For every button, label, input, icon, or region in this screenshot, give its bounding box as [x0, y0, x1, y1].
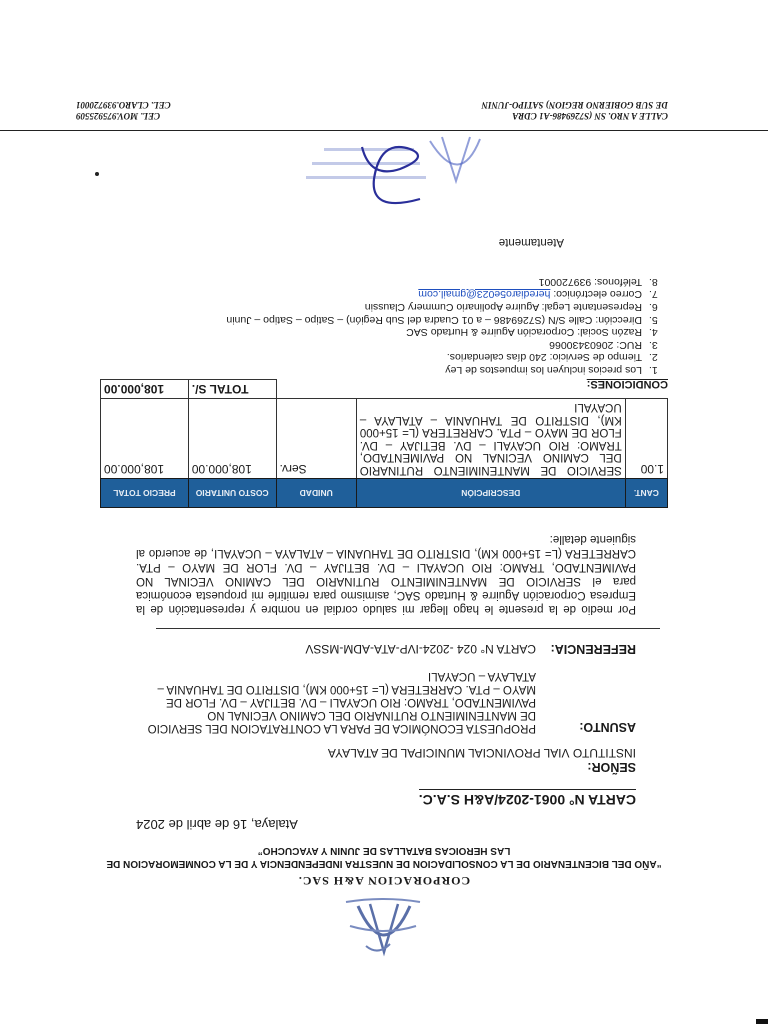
- referencia-label: REFERENCIA:: [550, 642, 636, 656]
- letter-number: CARTA N° 0061-2024/A&H S.A.C.: [419, 789, 636, 808]
- list-item: [146, 288, 646, 301]
- cell-descripcion: SERVICIO DE MANTENIMIENTO RUTINARIO DEL CAMINO VECINAL NO PAVIMENTADO, TRAMO: RIO UCAYALI – DV. BETIJAY – DV. FLOR DE MAYO – PTA. CARRETERA (L= 15+000 KM), DISTRITO DE TAHUANIA – ATALAYA – UCAYALI: [356, 399, 625, 479]
- table-row: [101, 399, 668, 479]
- year-motto: “AÑO DEL BICENTENARIO DE LA CONSOLIDACION DE NUESTRA INDEPENDENCIA Y DE LA CONMEMORACION DE LAS HEROICAS BATALLAS DE JUNIN Y AYACUCHO”: [106, 845, 662, 869]
- conditions-label: CONDICIONES:: [586, 378, 668, 390]
- footer-address-line2: DE SUB GOBIERNO REGION) SATIPO-JUNIN: [481, 100, 668, 110]
- footer-address: [448, 99, 668, 121]
- separator-line: [156, 628, 660, 629]
- email-label: Correo electrónico:: [550, 288, 642, 301]
- list-item: 5. Dirección: Calle S/N (S7269486 – a 01 Cuadra del Sub Región) – Satipo – Satipo – Junin: [146, 313, 646, 326]
- table-header-row: [101, 479, 668, 508]
- referencia-text: CARTA N° 024 -2024-IVP-ATA-ADM-MSSV: [305, 642, 536, 656]
- recipient: INSTITUTO VIAL PROVINCIAL MUNICIPAL DE ATALAYA: [327, 746, 636, 760]
- list-item: 4. Razón Social: Corporación Aguirre & Hurtado SAC: [146, 326, 646, 339]
- footer-phone-claro: CEL. CLARO.939720001: [76, 100, 171, 110]
- footer-phones: [76, 99, 296, 121]
- list-item: 1. Los precios incluyen los impuestos de Ley: [146, 363, 646, 376]
- asunto-text: PROPUESTA ECONÓMICA DE PARA LA CONTRATACION DEL SERVICIO DE MANTENIMIENTO RUTINARIO DEL CAMINO VECINAL NO PAVIMENTADO, TRAMO: RIO UCAYALI – DV. BETIJAY – DV. FLOR DE MAYO – PTA. CARRETERA (L= 15+000 KM), DISTRITO DE TAHUANIA – ATALAYA – UCAYALI: [147, 670, 536, 734]
- company-name: CORPORACION A&H SAC.: [297, 874, 471, 888]
- footer-rule: [0, 130, 768, 131]
- pricing-table: [100, 379, 668, 508]
- scan-speck: [95, 172, 99, 176]
- closing-atentamente: Atentamente: [498, 236, 564, 248]
- asunto-label: ASUNTO:: [579, 720, 636, 734]
- cell-costo-unitario: 108,000.00: [188, 399, 276, 479]
- total-value: 108,000.00: [101, 380, 189, 399]
- senor-label: SEÑOR:: [587, 760, 636, 774]
- col-precio-total: PRECIO TOTAL: [101, 479, 189, 508]
- cell-precio-total: 108,000.00: [101, 399, 189, 479]
- email-link[interactable]: herediaro5e023@gmail.com: [418, 288, 551, 301]
- list-item: 2. Tiempo de Servicio: 240 días calendarios.: [146, 351, 646, 364]
- col-descripcion: DESCRIPCIÓN: [356, 479, 625, 508]
- list-item: 3. RUC: 20603430066: [146, 338, 646, 351]
- footer-address-line1: CALLE A NRO. SN (S7269486-A1 CDRA: [512, 111, 668, 121]
- company-stamp-signature: [290, 119, 490, 209]
- list-item: 6. Representante Legal: Aguirre Apolinario Cummery Claussin: [146, 300, 646, 313]
- letter-body: Por medio de la presente le hago llegar mi saludo cordial en nombre y representación de la Empresa Corporación Aguirre & Hurtado SAC, asimismo para remitirle mi propuesta económica para el SERVICIO DE MANTENIMIENTO RUTINARIO DEL CAMINO VECINAL NO PAVIMENTADO, TRAMO: RIO UCAYALI – DV. BETIJAY – DV. FLOR DE MAYO – PTA. CARRETERA (L= 15+000 KM), DISTRITO DE TAHUANIA – ATALAYA – UCAYALI, de acuerdo al siguiente detalle:: [136, 533, 636, 615]
- conditions-list: [146, 275, 668, 376]
- scan-corner-mark: [756, 1019, 768, 1024]
- letter-date: Atalaya, 16 de abril de 2024: [136, 817, 298, 832]
- list-item: 8. Teléfonos: 939720001: [146, 275, 646, 288]
- cell-cant: 1.00: [625, 399, 667, 479]
- col-cant: CANT.: [625, 479, 667, 508]
- col-unidad: UNIDAD: [276, 479, 356, 508]
- total-label: TOTAL S/.: [188, 380, 276, 399]
- cell-unidad: Serv.: [276, 399, 356, 479]
- col-costo-unitario: COSTO UNITARIO: [188, 479, 276, 508]
- total-row: [101, 380, 668, 399]
- company-logo-icon: [338, 894, 430, 966]
- footer-phone-mov: CEL. MOV.975925509: [76, 111, 161, 121]
